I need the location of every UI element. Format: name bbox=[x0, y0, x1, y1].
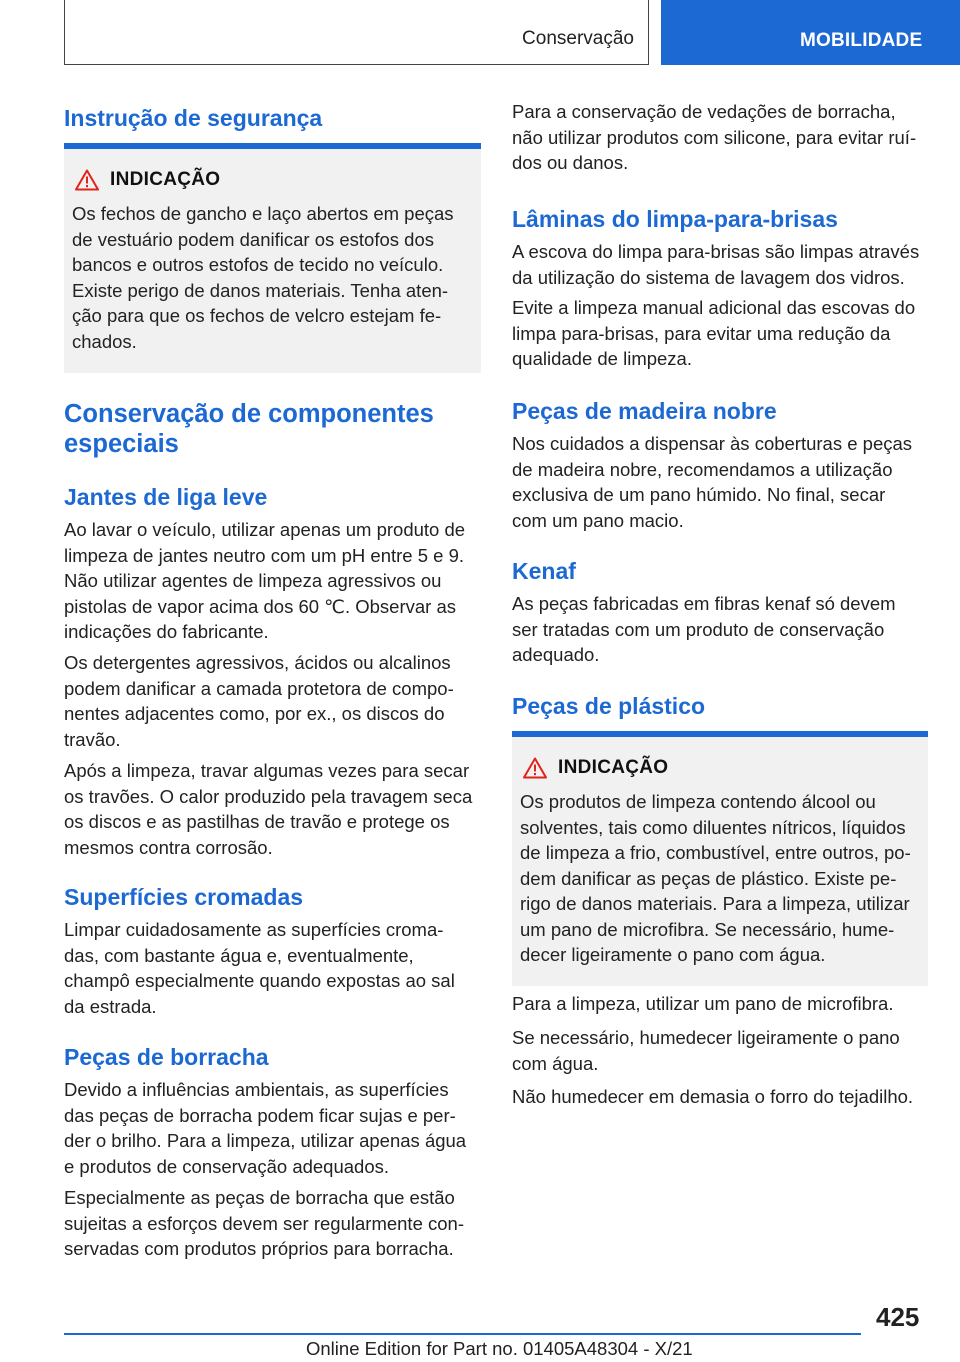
wiper-blades-heading: Lâminas do limpa-para-brisas bbox=[512, 206, 838, 232]
text-line: Nos cuidados a dispensar às coberturas e peças bbox=[512, 433, 913, 454]
text-line: não utilizar produtos com silicone, para evitar ruí‐ bbox=[512, 126, 917, 148]
safety-heading: Instrução de segurança bbox=[64, 105, 323, 131]
text-line: Não humedecer em demasia o forro do tejadilho. bbox=[512, 1086, 914, 1107]
text-line: Especialmente as peças de borracha que estão bbox=[64, 1187, 455, 1208]
paragraph bbox=[512, 99, 928, 176]
paragraph bbox=[512, 1084, 928, 1110]
text-line: de vestuário podem danificar os estofos dos bbox=[72, 228, 434, 250]
kenaf-heading: Kenaf bbox=[512, 558, 576, 584]
rubber-parts-heading: Peças de borracha bbox=[64, 1044, 269, 1070]
text-line: A escova do limpa para-brisas são limpas através bbox=[512, 241, 920, 262]
text-line: Para a conservação de vedações de borracha, bbox=[512, 101, 896, 122]
safety-note-box bbox=[64, 149, 481, 373]
text-line: Para a limpeza, utilizar um pano de microfibra. bbox=[512, 993, 894, 1014]
text-line: rigo de danos materiais. Para a limpeza, utilizar bbox=[520, 893, 910, 914]
text-line: com um pano macio. bbox=[512, 509, 684, 531]
text-line: podem danificar a camada protetora de compo‐ bbox=[64, 677, 454, 699]
text-line: dem danificar as peças de plástico. Existe pe‐ bbox=[520, 867, 897, 889]
text-line: das, com bastante água e, eventualmente, bbox=[64, 944, 414, 966]
paragraph bbox=[64, 517, 481, 645]
text-line: Se necessário, humedecer ligeiramente o pano bbox=[512, 1027, 900, 1048]
text-line: com água. bbox=[512, 1052, 599, 1074]
text-line: ser tratadas com um produto de conservação bbox=[512, 618, 885, 640]
text-line: Os fechos de gancho e laço abertos em peças bbox=[72, 203, 454, 224]
text-line: ção para que os fechos de velcro estejam fe‐ bbox=[72, 305, 442, 326]
alloy-wheels-heading: Jantes de liga leve bbox=[64, 484, 268, 510]
text-line: Devido a influências ambientais, as superfícies bbox=[64, 1079, 449, 1100]
plastic-note-box bbox=[512, 737, 928, 986]
text-line: chados. bbox=[72, 330, 137, 352]
text-line: Os detergentes agressivos, ácidos ou alcalinos bbox=[64, 652, 451, 673]
text-line: os discos e as pastilhas de travão e protege os bbox=[64, 811, 450, 832]
note-label: INDICAÇÃO bbox=[558, 757, 669, 778]
warning-triangle-icon bbox=[75, 169, 99, 191]
text-line: qualidade de limpeza. bbox=[512, 348, 692, 369]
text-line: e produtos de conservação adequados. bbox=[64, 1155, 390, 1177]
header-chapter-tab bbox=[661, 0, 960, 65]
text-line: Não utilizar agentes de limpeza agressivos ou bbox=[64, 570, 442, 591]
text-line: champô especialmente quando expostas ao sal bbox=[64, 970, 455, 991]
paragraph bbox=[512, 239, 928, 290]
main-section-heading bbox=[64, 399, 481, 459]
text-line: As peças fabricadas em fibras kenaf só devem bbox=[512, 593, 896, 614]
header-section-box bbox=[64, 0, 649, 65]
text-line: Existe perigo de danos materiais. Tenha aten‐ bbox=[72, 279, 449, 301]
header-chapter-title: MOBILIDADE bbox=[800, 30, 923, 51]
text-line: Limpar cuidadosamente as superfícies croma‐ bbox=[64, 919, 444, 940]
paragraph bbox=[512, 591, 928, 668]
paragraph bbox=[64, 917, 481, 1019]
text-line: os travões. O calor produzido pela travagem seca bbox=[64, 785, 473, 807]
text-line: da estrada. bbox=[64, 995, 157, 1017]
chrome-surfaces-heading: Superfícies cromadas bbox=[64, 884, 304, 910]
text-line: Após a limpeza, travar algumas vezes para secar bbox=[64, 760, 470, 781]
paragraph bbox=[64, 758, 481, 860]
paragraph bbox=[512, 1025, 928, 1076]
text-line: exclusiva de um pano húmido. No final, secar bbox=[512, 484, 886, 505]
text-line: de limpeza a frio, combustível, entre outros, po‐ bbox=[520, 842, 911, 863]
text-line: servadas com produtos próprios para borracha. bbox=[64, 1238, 454, 1259]
text-line: sujeitas a esforços devem ser regularmente con‐ bbox=[64, 1212, 464, 1234]
edition-footer: Online Edition for Part no. 01405A48304 - X/21 bbox=[306, 1338, 693, 1359]
paragraph bbox=[64, 650, 481, 752]
text-line: travão. bbox=[64, 728, 121, 750]
text-line: limpa para-brisas, para evitar uma redução da bbox=[512, 322, 891, 344]
paragraph bbox=[64, 1077, 481, 1179]
note-text bbox=[72, 201, 473, 354]
text-line: Evite a limpeza manual adicional das escovas do bbox=[512, 297, 916, 318]
text-line: dos ou danos. bbox=[512, 152, 629, 173]
text-line: bancos e outros estofos de tecido no veículo. bbox=[72, 254, 444, 275]
text-line: nentes adjacentes como, por ex., os discos do bbox=[64, 703, 445, 724]
text-line: um pano de microfibra. Se necessário, hume‐ bbox=[520, 918, 895, 940]
header-section-title: Conservação bbox=[522, 28, 634, 49]
paragraph bbox=[512, 431, 928, 533]
wood-parts-heading: Peças de madeira nobre bbox=[512, 398, 777, 424]
text-line: de madeira nobre, recomendamos a utilização bbox=[512, 458, 893, 480]
text-line: da utilização do sistema de lavagem dos vidros. bbox=[512, 266, 905, 288]
note-text bbox=[520, 789, 920, 968]
note-label: INDICAÇÃO bbox=[110, 169, 221, 190]
text-line: Ao lavar o veículo, utilizar apenas um produto de bbox=[64, 519, 466, 540]
heading-line: Conservação de componentes bbox=[64, 400, 434, 428]
page-number: 425 bbox=[876, 1302, 920, 1332]
text-line: Os produtos de limpeza contendo álcool ou bbox=[520, 791, 876, 812]
text-line: adequado. bbox=[512, 644, 600, 665]
footer-divider bbox=[64, 1333, 861, 1335]
text-line: decer ligeiramente o pano com água. bbox=[520, 944, 826, 965]
paragraph bbox=[64, 1185, 481, 1262]
text-line: limpeza de jantes neutro com um pH entre 5 e 9. bbox=[64, 544, 465, 566]
plastic-parts-heading: Peças de plástico bbox=[512, 693, 706, 719]
heading-line: especiais bbox=[64, 430, 179, 458]
warning-triangle-icon bbox=[523, 757, 547, 779]
text-line: solventes, tais como diluentes nítricos, líquidos bbox=[520, 816, 906, 838]
text-line: der o brilho. Para a limpeza, utilizar apenas água bbox=[64, 1130, 467, 1151]
text-line: mesmos contra corrosão. bbox=[64, 836, 273, 858]
paragraph bbox=[512, 991, 928, 1017]
paragraph bbox=[512, 295, 928, 372]
text-line: pistolas de vapor acima dos 60 ℃. Observar as bbox=[64, 595, 456, 617]
text-line: das peças de borracha podem ficar sujas e per‐ bbox=[64, 1104, 456, 1126]
text-line: indicações do fabricante. bbox=[64, 621, 269, 642]
